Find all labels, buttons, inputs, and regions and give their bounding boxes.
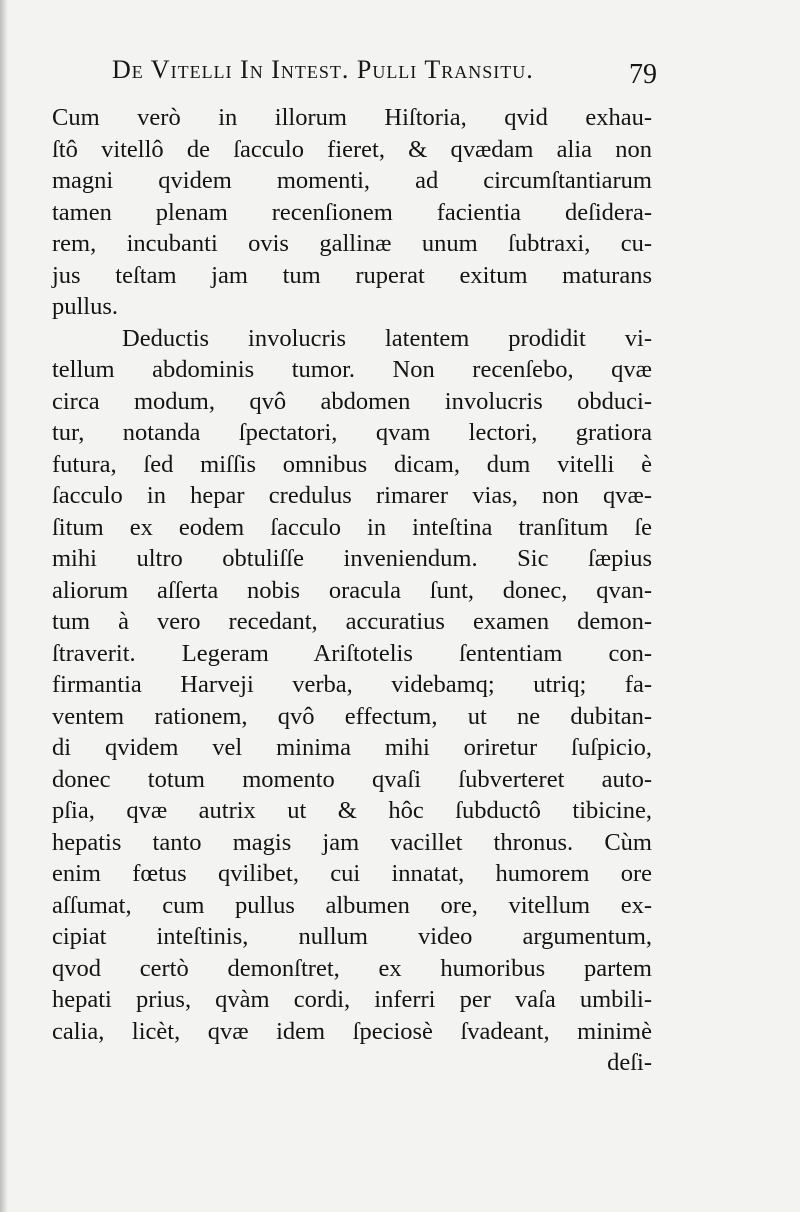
text-line: rem, incubanti ovis gallinæ unum ſubtraxi, cu- bbox=[52, 230, 652, 257]
text-line: ventem rationem, qvô effectum, ut ne dubitan- bbox=[52, 702, 652, 730]
body-text bbox=[52, 102, 652, 1079]
text-line: mihi ultro obtuliſſe inveniendum. Sic ſæpius bbox=[52, 545, 652, 572]
text-line: hepatis tanto magis jam vacillet thronus. Cùm bbox=[52, 828, 652, 856]
text-line: ſacculo in hepar credulus rimarer vias, non qvæ- bbox=[52, 482, 652, 509]
text-line: pullus. bbox=[52, 293, 119, 320]
text-line: ſitum ex eodem ſacculo in inteſtina tranſitum ſe bbox=[52, 513, 652, 541]
text-line: tellum abdominis tumor. Non recenſebo, qvæ bbox=[52, 356, 652, 383]
text-line: calia, licèt, qvæ idem ſpeciosè ſvadeant, minimè bbox=[52, 1017, 652, 1045]
text-line: Cum verò in illorum Hiſtoria, qvid exhau- bbox=[52, 104, 652, 131]
text-line: tamen plenam recenſionem facientia deſidera- bbox=[52, 198, 652, 226]
catchword: deſi- bbox=[607, 1049, 652, 1076]
text-line: magni qvidem momenti, ad circumſtantiarum bbox=[52, 167, 652, 194]
text-line: tur, notanda ſpectatori, qvam lectori, gratiora bbox=[52, 419, 652, 446]
running-head: De Vitelli In Intest. Pulli Transitu. bbox=[112, 55, 534, 84]
text-line: qvod certò demonſtret, ex humoribus partem bbox=[52, 954, 652, 982]
text-line: jus teſtam jam tum ruperat exitum maturans bbox=[52, 261, 652, 289]
text-line: aliorum aſſerta nobis oracula ſunt, donec, qvan- bbox=[52, 576, 652, 604]
text-line: ſtraverit. Legeram Ariſtotelis ſententiam con- bbox=[52, 639, 652, 667]
text-line: Deductis involucris latentem prodidit vi- bbox=[122, 324, 652, 352]
page-edge-shadow bbox=[0, 0, 8, 1212]
text-line: tum à vero recedant, accuratius examen demon- bbox=[52, 608, 652, 635]
text-line: cipiat inteſtinis, nullum video argumentum, bbox=[52, 923, 652, 950]
page-number: 79 bbox=[629, 59, 657, 90]
text-line: donec totum momento qvaſi ſubverteret auto- bbox=[52, 765, 652, 793]
text-line: firmantia Harveji verba, videbamq; utriq; fa- bbox=[52, 671, 652, 698]
page-header bbox=[112, 55, 657, 95]
text-line: futura, ſed miſſis omnibus dicam, dum vitelli è bbox=[52, 450, 652, 478]
text-line: circa modum, qvô abdomen involucris obduci- bbox=[52, 387, 652, 415]
text-line: hepati prius, qvàm cordi, inferri per vaſa umbili- bbox=[52, 986, 652, 1013]
text-line: di qvidem vel minima mihi oriretur ſuſpicio, bbox=[52, 734, 652, 761]
text-line: aſſumat, cum pullus albumen ore, vitellum ex- bbox=[52, 891, 652, 919]
text-line: pſia, qvæ autrix ut & hôc ſubductô tibicine, bbox=[52, 797, 652, 824]
text-line: enim fœtus qvilibet, cui innatat, humorem ore bbox=[52, 860, 652, 887]
text-line: ſtô vitellô de ſacculo fieret, & qvædam alia non bbox=[52, 135, 652, 163]
